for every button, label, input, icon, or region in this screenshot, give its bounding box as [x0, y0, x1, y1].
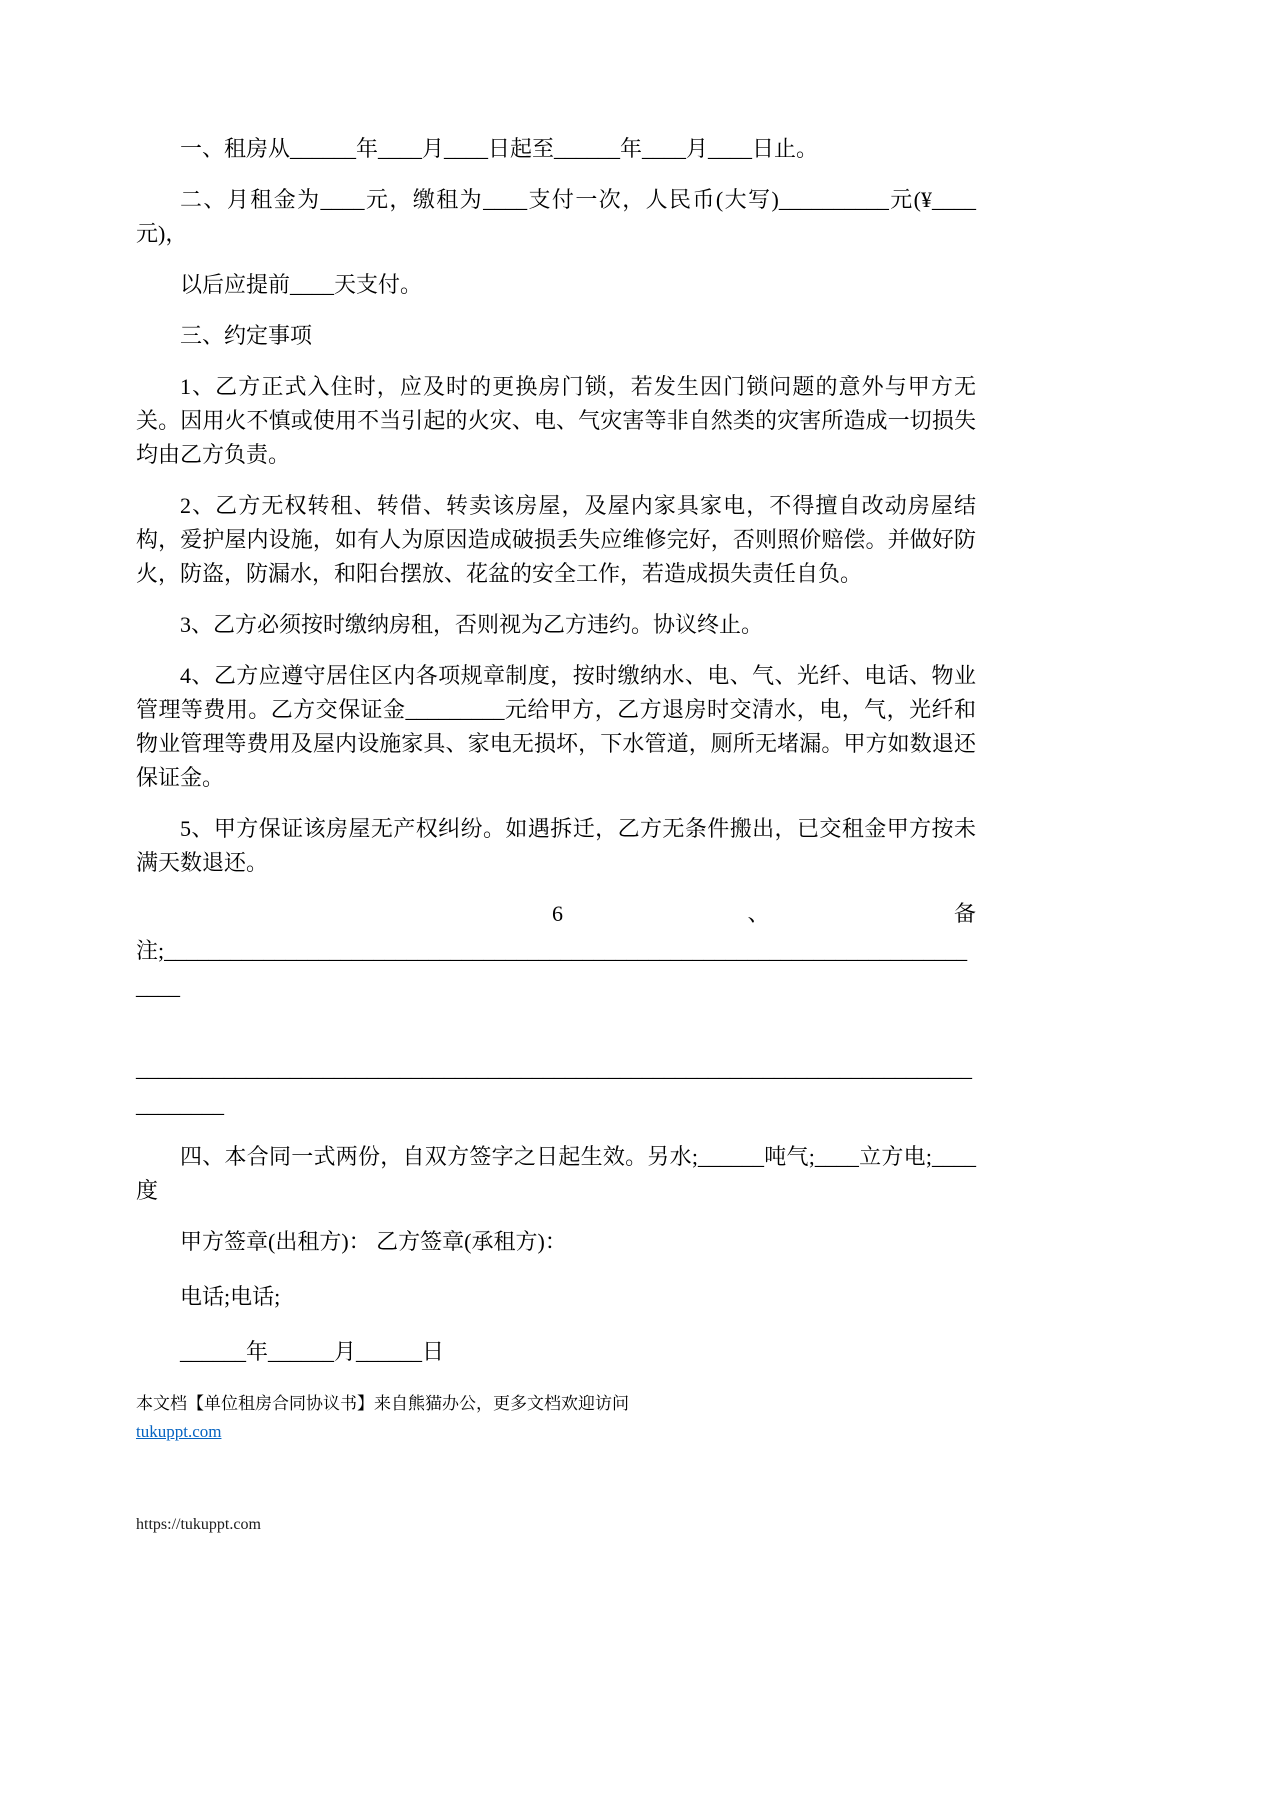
- agreed-item-3: 3、乙方必须按时缴纳房租，否则视为乙方违约。协议终止。: [180, 612, 764, 637]
- source-note: [136, 1390, 976, 1446]
- source-note-text: 本文档【单位租房合同协议书】来自熊猫办公，更多文档欢迎访问: [136, 1394, 629, 1413]
- date-line: ______年______月______日: [180, 1339, 445, 1364]
- contract-body: [136, 0, 976, 1542]
- agreed-item-2: 2、乙方无权转租、转借、转卖该房屋，及屋内家具家电，不得擅自改动房屋结构，爱护屋内设施，如有人为原因造成破损丢失应维修完好，否则照价赔偿。并做好防火，防盗，防漏水，和阳台摆放、花盆的安全工作，若造成损失责任自负。: [136, 493, 976, 586]
- agreed-item-5: 5、甲方保证该房屋无产权纠纷。如遇拆迁，乙方无条件搬出，已交租金甲方按未满天数退还。: [136, 816, 976, 875]
- note-number: 6: [552, 901, 563, 926]
- note-separator: 、: [747, 901, 770, 926]
- note-fill-line: 注;_____________________________________________________________________________: [136, 938, 968, 999]
- clause-effective: 四、本合同一式两份，自双方签字之日起生效。另水;______吨气;____立方电;____度: [136, 1144, 976, 1203]
- clause-rent: 二、月租金为____元，缴租为____支付一次，人民币(大写)__________元(¥____元)，: [136, 187, 976, 246]
- note-label-char: 备: [953, 901, 976, 926]
- page-url: https://tukuppt.com: [136, 1516, 261, 1533]
- blank-fill-line: ____________________________________________________________________________________: [136, 1056, 972, 1117]
- clause-prepay: 以后应提前____天支付。: [180, 272, 423, 297]
- agreed-item-1: 1、乙方正式入住时，应及时的更换房门锁，若发生因门锁问题的意外与甲方无关。因用火不慎或使用不当引起的火灾、电、气灾害等非自然类的灾害所造成一切损失均由乙方负责。: [136, 374, 976, 467]
- signature-line: 甲方签章(出租方)： 乙方签章(承租方)：: [180, 1229, 567, 1254]
- section-agreed-items-heading: 三、约定事项: [180, 323, 313, 348]
- note-header-line: [552, 897, 976, 931]
- phone-line: 电话;电话;: [180, 1284, 281, 1309]
- clause-term: 一、租房从______年____月____日起至______年____月____日止。: [180, 136, 819, 161]
- agreed-item-4: 4、乙方应遵守居住区内各项规章制度，按时缴纳水、电、气、光纤、电话、物业管理等费用。乙方交保证金_________元给甲方，乙方退房时交清水，电，气，光纤和物业管理等费用及屋内设施家具、家电无损坏，下水管道，厕所无堵漏。甲方如数退还保证金。: [136, 663, 976, 790]
- source-link[interactable]: tukuppt.com: [136, 1422, 222, 1441]
